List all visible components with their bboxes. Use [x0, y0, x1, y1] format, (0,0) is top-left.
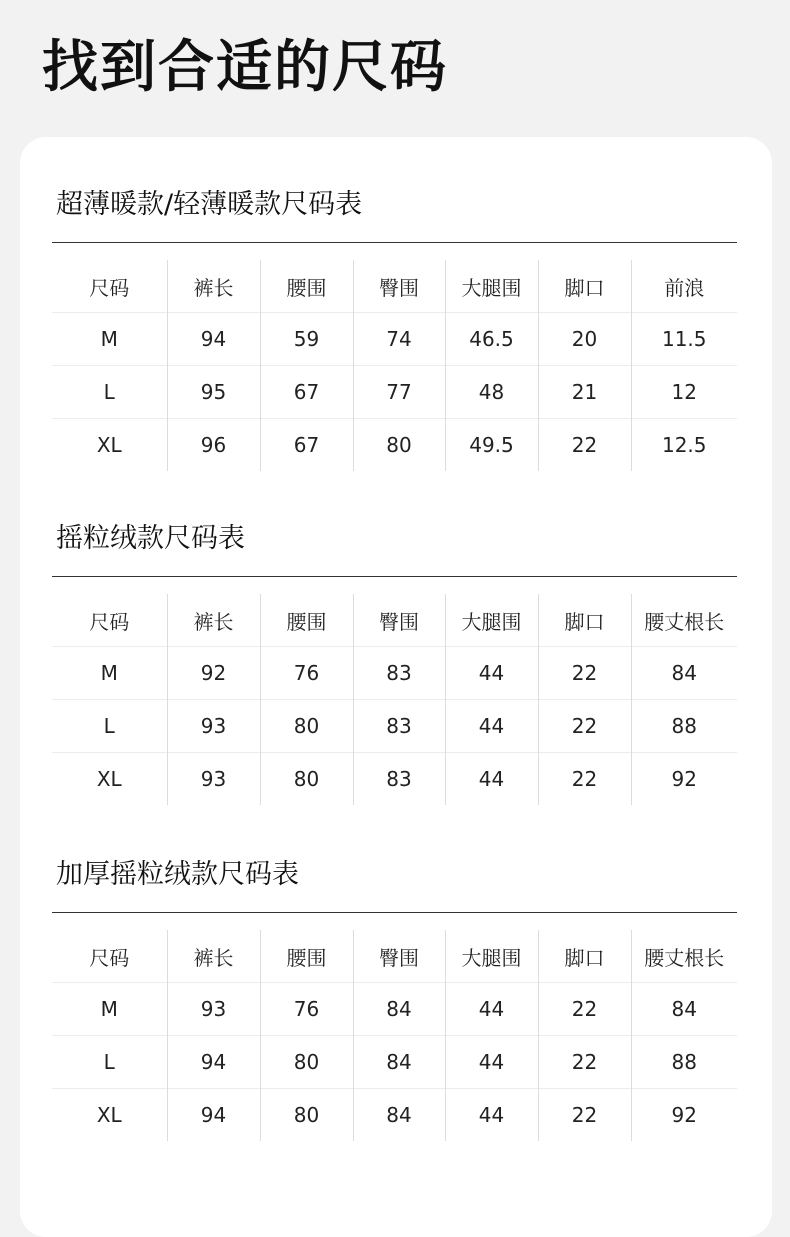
- table-cell: 93: [167, 753, 260, 806]
- table-cell: XL: [52, 753, 167, 806]
- column-header: 脚口: [538, 930, 631, 983]
- table-cell: 20: [538, 313, 631, 366]
- table-cell: 96: [167, 419, 260, 472]
- table-header-row: [52, 260, 737, 313]
- section-divider: [52, 912, 737, 913]
- table-header-row: [52, 594, 737, 647]
- table-cell: 44: [445, 983, 538, 1036]
- column-header: 大腿围: [445, 930, 538, 983]
- table-cell: 95: [167, 366, 260, 419]
- table-cell: 93: [167, 983, 260, 1036]
- table-cell: 80: [260, 700, 353, 753]
- table-cell: M: [52, 313, 167, 366]
- table-cell: 83: [353, 700, 445, 753]
- size-table: [52, 930, 737, 1141]
- table-cell: 22: [538, 983, 631, 1036]
- table-cell: 22: [538, 700, 631, 753]
- section-title: 加厚摇粒绒款尺码表: [56, 859, 299, 890]
- table-cell: 92: [167, 647, 260, 700]
- section-title: 超薄暖款/轻薄暖款尺码表: [56, 189, 363, 220]
- table-cell: 80: [260, 753, 353, 806]
- table-cell: 44: [445, 700, 538, 753]
- table-row: [52, 700, 737, 753]
- table-row: [52, 647, 737, 700]
- column-header: 尺码: [89, 609, 130, 634]
- table-cell: 74: [353, 313, 445, 366]
- table-cell: 93: [167, 700, 260, 753]
- table-cell: 59: [260, 313, 353, 366]
- table-cell: 80: [260, 1089, 353, 1142]
- table-cell: 94: [167, 1089, 260, 1142]
- table-cell: 67: [260, 419, 353, 472]
- table-cell: 76: [260, 983, 353, 1036]
- table-row: [52, 753, 737, 806]
- column-header: 裤长: [167, 930, 260, 983]
- column-header: 裤长: [167, 260, 260, 313]
- table-cell: 22: [538, 1089, 631, 1142]
- table-cell: 21: [538, 366, 631, 419]
- column-header: 腰丈根长: [631, 930, 737, 983]
- size-section-fleece: [52, 518, 737, 805]
- table-row: [52, 1089, 737, 1142]
- table-row: [52, 1036, 737, 1089]
- section-divider: [52, 576, 737, 577]
- table-cell: XL: [52, 1089, 167, 1142]
- table-cell: 44: [445, 1036, 538, 1089]
- table-cell: 44: [445, 647, 538, 700]
- table-cell: L: [52, 700, 167, 753]
- column-header: 脚口: [538, 260, 631, 313]
- table-cell: 22: [538, 1036, 631, 1089]
- column-header: 腰围: [260, 260, 353, 313]
- table-row: [52, 983, 737, 1036]
- table-cell: 94: [167, 313, 260, 366]
- table-cell: 11.5: [631, 313, 737, 366]
- table-cell: 67: [260, 366, 353, 419]
- column-header: 臀围: [353, 260, 445, 313]
- table-cell: 83: [353, 647, 445, 700]
- table-cell: 84: [631, 983, 737, 1036]
- table-cell: 22: [538, 419, 631, 472]
- table-header-row: [52, 930, 737, 983]
- table-cell: 48: [445, 366, 538, 419]
- table-cell: 77: [353, 366, 445, 419]
- column-header: 大腿围: [445, 594, 538, 647]
- column-header: 前浪: [631, 260, 737, 313]
- table-cell: 94: [167, 1036, 260, 1089]
- table-cell: 76: [260, 647, 353, 700]
- column-header: 脚口: [538, 594, 631, 647]
- table-cell: 12: [631, 366, 737, 419]
- table-cell: 84: [631, 647, 737, 700]
- size-section-thick-fleece: [52, 854, 737, 1141]
- size-section-ultrathin: [52, 184, 737, 471]
- table-cell: 12.5: [631, 419, 737, 472]
- table-cell: 88: [631, 1036, 737, 1089]
- table-row: [52, 313, 737, 366]
- table-cell: 83: [353, 753, 445, 806]
- table-cell: 46.5: [445, 313, 538, 366]
- table-cell: 80: [353, 419, 445, 472]
- size-chart-card: [20, 137, 772, 1237]
- table-cell: 88: [631, 700, 737, 753]
- column-header: 尺码: [89, 945, 130, 970]
- table-cell: 44: [445, 1089, 538, 1142]
- section-title: 摇粒绒款尺码表: [56, 523, 245, 554]
- table-cell: 92: [631, 1089, 737, 1142]
- column-header: 裤长: [167, 594, 260, 647]
- column-header: 大腿围: [445, 260, 538, 313]
- table-cell: M: [52, 983, 167, 1036]
- column-header: 尺码: [89, 275, 130, 300]
- table-cell: 44: [445, 753, 538, 806]
- column-header: 腰围: [260, 930, 353, 983]
- page-title: 找到合适的尺码: [42, 35, 448, 100]
- column-header: 腰围: [260, 594, 353, 647]
- column-header: 臀围: [353, 594, 445, 647]
- table-cell: 22: [538, 647, 631, 700]
- size-table: [52, 260, 737, 471]
- column-header: 腰丈根长: [631, 594, 737, 647]
- table-cell: M: [52, 647, 167, 700]
- table-cell: XL: [52, 419, 167, 472]
- column-header: 臀围: [353, 930, 445, 983]
- table-row: [52, 366, 737, 419]
- table-cell: 80: [260, 1036, 353, 1089]
- table-cell: 84: [353, 983, 445, 1036]
- table-cell: 84: [353, 1089, 445, 1142]
- table-cell: 84: [353, 1036, 445, 1089]
- section-divider: [52, 242, 737, 243]
- table-cell: 22: [538, 753, 631, 806]
- table-cell: L: [52, 366, 167, 419]
- table-cell: 49.5: [445, 419, 538, 472]
- table-row: [52, 419, 737, 472]
- table-cell: L: [52, 1036, 167, 1089]
- table-cell: 92: [631, 753, 737, 806]
- size-table: [52, 594, 737, 805]
